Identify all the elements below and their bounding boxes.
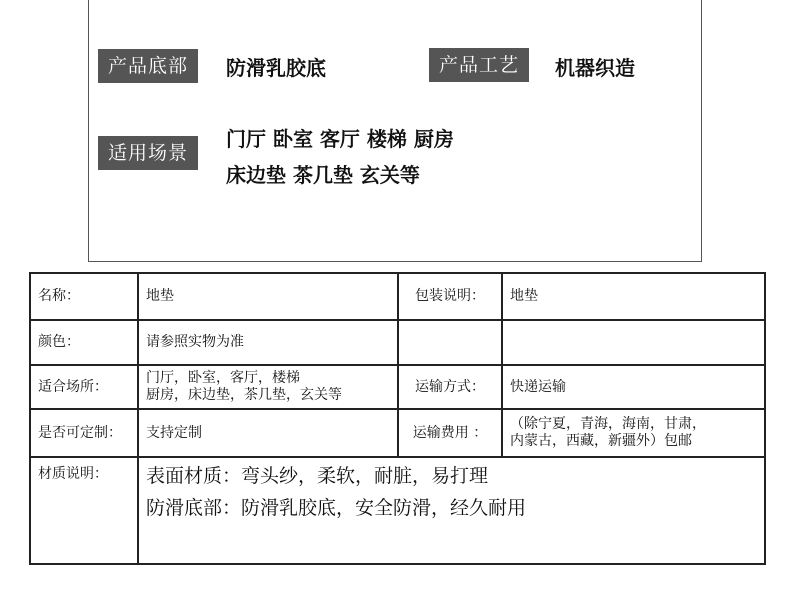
scene-line-1: 门厅 卧室 客厅 楼梯 厨房 <box>226 127 454 151</box>
table-row <box>30 365 765 409</box>
shipping-method-value: 快递运输 <box>502 365 765 409</box>
name-value: 地垫 <box>138 273 398 320</box>
scene-tag: 适用场景 <box>98 136 198 170</box>
material-value-line-2: 防滑底部：防滑乳胶底，安全防滑，经久耐用 <box>146 497 527 519</box>
customizable-value: 支持定制 <box>138 409 398 457</box>
table-row <box>30 409 765 457</box>
color-label: 颜色： <box>30 320 138 365</box>
product-feature-panel <box>88 0 702 262</box>
customizable-label: 是否可定制： <box>30 409 138 457</box>
scene-line-2: 床边垫 茶几垫 玄关等 <box>226 163 420 187</box>
sole-tag: 产品底部 <box>98 49 198 83</box>
material-value-line-1: 表面材质：弯头纱，柔软，耐脏，易打理 <box>146 465 489 487</box>
spec-table <box>29 272 766 565</box>
name-label: 名称： <box>30 273 138 320</box>
material-value <box>138 457 765 564</box>
table-row <box>30 457 765 564</box>
table-row <box>30 273 765 320</box>
sole-value: 防滑乳胶底 <box>226 56 326 80</box>
empty-label-cell <box>398 320 502 365</box>
shipping-fee-label: 运输费用 ： <box>398 409 502 457</box>
package-value: 地垫 <box>502 273 765 320</box>
empty-value-cell <box>502 320 765 365</box>
venue-label: 适合场所： <box>30 365 138 409</box>
craft-value: 机器织造 <box>555 56 635 80</box>
shipping-fee-value <box>502 409 765 457</box>
package-label: 包装说明： <box>398 273 502 320</box>
material-label: 材质说明： <box>30 457 138 564</box>
venue-value-line-2: 厨房，床边垫，茶几垫，玄关等 <box>146 387 342 403</box>
table-row <box>30 320 765 365</box>
shipping-method-label: 运输方式： <box>398 365 502 409</box>
shipping-fee-line-1: （除宁夏，青海，海南，甘肃， <box>510 416 706 432</box>
shipping-fee-line-2: 内蒙古，西藏，新疆外）包邮 <box>510 433 692 449</box>
venue-value-line-1: 门厅，卧室，客厅，楼梯 <box>146 370 300 386</box>
color-value: 请参照实物为准 <box>138 320 398 365</box>
venue-value <box>138 365 398 409</box>
craft-tag: 产品工艺 <box>429 48 529 82</box>
